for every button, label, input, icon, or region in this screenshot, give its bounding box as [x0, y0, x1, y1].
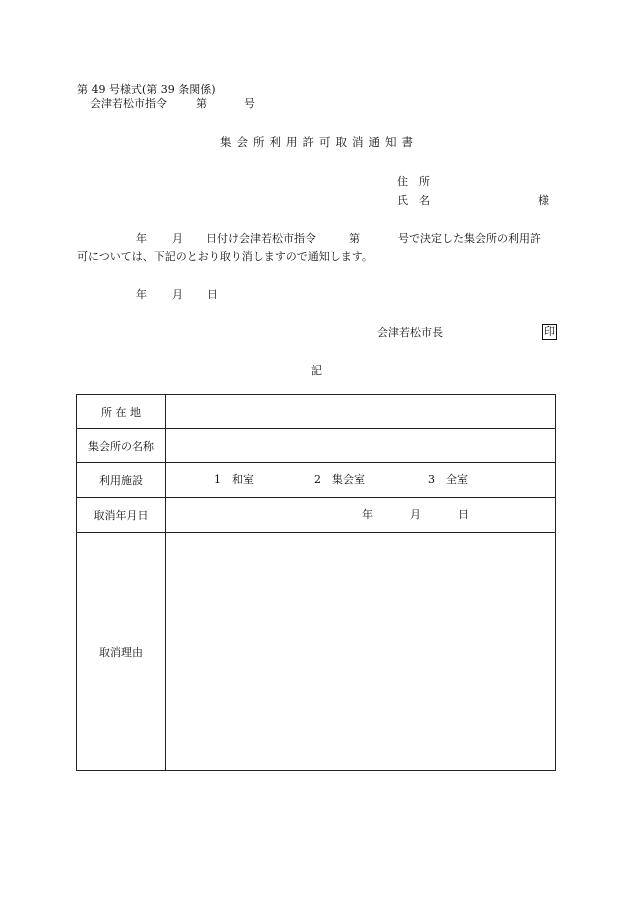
cancel-date-day: 日: [458, 508, 469, 521]
reason-label: 取消理由: [77, 533, 166, 771]
seal-stamp: 印: [544, 325, 555, 338]
facility-option-2[interactable]: 2 集会室: [314, 473, 365, 486]
cancel-date-label: 取消年月日: [77, 498, 166, 533]
date-year: 年: [136, 288, 147, 301]
address-label: 住 所: [397, 175, 430, 188]
form-number: 第 49 号様式(第 39 条関係): [77, 83, 216, 96]
facility-options: [166, 463, 556, 498]
document-title: 集会所利用許可取消通知書: [220, 135, 418, 149]
body-year: 年: [136, 232, 147, 245]
name-label: 氏 名: [397, 194, 430, 207]
body-go-text: 号で決定した集会所の利用許: [398, 232, 541, 245]
reason-value[interactable]: [166, 533, 556, 771]
cancel-date-value[interactable]: [166, 498, 556, 533]
date-day: 日: [207, 288, 218, 301]
hall-name-value[interactable]: [166, 429, 556, 463]
body-day-prefix: 日付け会津若松市指令: [206, 232, 316, 245]
location-value[interactable]: [166, 395, 556, 429]
ref-org: 会津若松市指令: [90, 97, 167, 110]
issuer-name: 会津若松市長: [377, 326, 443, 339]
location-label: 所 在 地: [77, 395, 166, 429]
honorific: 様: [538, 194, 549, 207]
body-line2: 可については、下記のとおり取り消しますので通知します。: [77, 250, 373, 263]
table-row-date: [77, 498, 556, 533]
body-month: 月: [172, 232, 183, 245]
hall-name-label: 集会所の名称: [77, 429, 166, 463]
table-row-location: [77, 395, 556, 429]
details-table: [76, 394, 556, 771]
note-heading: 記: [311, 364, 322, 377]
body-dai: 第: [349, 232, 360, 245]
ref-go: 号: [244, 97, 255, 110]
cancel-date-year: 年: [362, 508, 373, 521]
facility-option-3[interactable]: 3 全室: [428, 473, 468, 486]
cancel-date-month: 月: [410, 508, 421, 521]
facility-option-1[interactable]: 1 和室: [214, 473, 254, 486]
ref-dai: 第: [196, 97, 207, 110]
table-row-name: [77, 429, 556, 463]
facility-label: 利用施設: [77, 463, 166, 498]
date-month: 月: [172, 288, 183, 301]
table-row-facility: [77, 463, 556, 498]
table-row-reason: [77, 533, 556, 771]
